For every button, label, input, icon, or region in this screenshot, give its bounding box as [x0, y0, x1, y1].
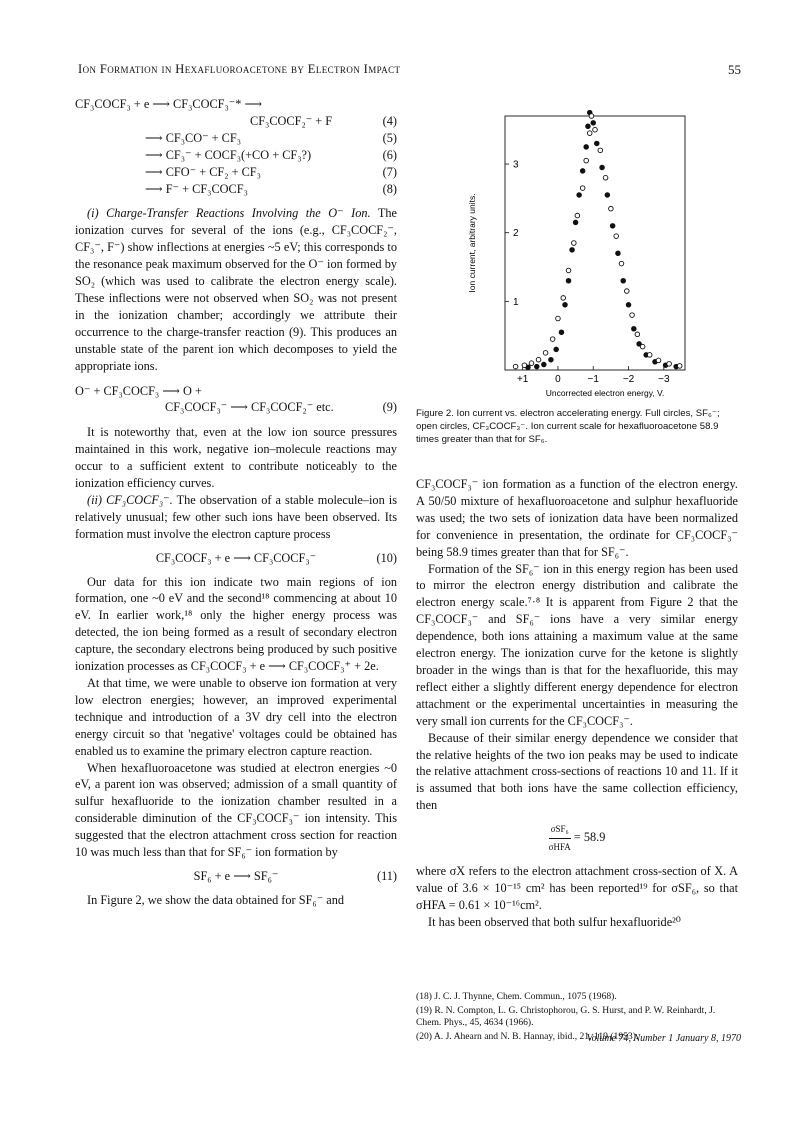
x-axis-label: Uncorrected electron energy, V.	[545, 388, 665, 398]
data-point-sf6	[632, 327, 637, 332]
data-point-hfa	[529, 361, 534, 366]
paragraph-figure-intro: In Figure 2, we show the data obtained for SF₆⁻ and	[87, 892, 345, 907]
equation-5: ⟶ CF₃CO⁻ + CF₃ (5)	[145, 130, 397, 145]
y-tick-label: 3	[513, 159, 519, 171]
equation-8: ⟶ F⁻ + CF₃COCF₃ (8)	[145, 181, 397, 196]
data-point-sf6	[600, 165, 605, 170]
running-header	[78, 62, 741, 82]
data-point-hfa	[589, 114, 594, 119]
y-tick-label: 2	[513, 228, 519, 240]
data-point-sf6	[594, 141, 599, 146]
data-point-hfa	[598, 148, 603, 153]
equation-main: CF₃COCF₃ + e ⟶ CF₃COCF₃⁻* ⟶	[75, 97, 263, 111]
data-point-hfa	[550, 337, 555, 342]
data-point-sf6	[616, 251, 621, 256]
x-tick-label: −3	[658, 374, 670, 385]
equation-10: CF₃COCF₃ + e ⟶ CF₃COCF₃⁻ (10)	[155, 550, 397, 565]
left-column	[75, 96, 397, 909]
data-point-sf6	[534, 364, 539, 369]
data-point-hfa	[619, 261, 624, 266]
journal-footer: Volume 74, Number 1 January 8, 1970	[586, 1033, 741, 1044]
data-point-sf6	[542, 362, 547, 367]
x-tick-label: 0	[555, 374, 561, 385]
paragraph-charge-transfer: (i) Charge-Transfer Reactions Involving the O⁻ Ion. The ionization curves for several of the ions (e.g., CF₃COCF₂⁻, CF₃⁻, F⁻) show inflections at energies ~5 eV; this corresponds to the resonance peak maximum observed for the O⁻ ion formed by SO₂ (which was used to calibrate the electron energy scale). These inflections were not observed when SO₂ was not present in the ionization chamber; accordingly we attribute their occurrence to the charge-transfer reaction (9). This produces an unstable state of the parent ion which decomposes to yield the appropriate ions.	[75, 206, 397, 373]
equation-4: CF₃COCF₂⁻ + F (4)	[250, 113, 397, 128]
data-point-sf6	[554, 347, 559, 352]
y-axis-label: Ion current, arbitrary units.	[467, 193, 477, 293]
data-point-hfa	[603, 175, 608, 180]
reference-19: (19) R. N. Compton, L. G. Christophorou, G. S. Hurst, and P. W. Reinhardt, J. Chem. Phys., 45, 4634 (1966).	[416, 1004, 716, 1028]
data-point-hfa	[677, 364, 682, 369]
cross-section-ratio: $\frac{\text{σSF₆}}{\text{σHFA}}$ = 58.9	[416, 821, 738, 856]
data-point-sf6	[573, 220, 578, 225]
equation-11: SF₆ + e ⟶ SF₆⁻ (11)	[193, 868, 397, 883]
data-point-hfa	[580, 186, 585, 191]
x-tick-label: −2	[622, 374, 635, 385]
right-column	[416, 476, 738, 931]
data-point-sf6	[570, 248, 575, 253]
data-point-hfa	[572, 241, 577, 246]
reference-18: (18) J. C. J. Thynne, Chem. Commun., 1075 (1968).	[416, 991, 617, 1002]
x-tick-label: −1	[587, 374, 599, 385]
data-point-sf6	[566, 278, 571, 283]
equation-6: ⟶ CF₃⁻ + COCF₃(+CO + CF₃?) (6)	[145, 147, 397, 162]
data-point-sf6	[577, 193, 582, 198]
x-tick-label: +1	[516, 374, 529, 385]
paragraph-similar-dependence: Because of their similar energy dependence we consider that the relative heights of the two ion peaks may be used to indicate the relative attachment cross-sections of reactions 10 and 11. If it is assumed that both ions have the same collection efficiency, then	[416, 730, 738, 813]
data-point-hfa	[566, 268, 571, 273]
data-point-hfa	[561, 296, 566, 301]
paragraph-at-that-time: At that time, we were unable to observe ion formation at very low electron energies; however, an improved experimental technique and introduction of a 3V dry cell into the electron energy circuit so that 'negative' voltages could be obtained has enabled us to examine the primary electron capture reaction.	[75, 676, 397, 758]
page-number: 55	[728, 62, 741, 77]
data-point-hfa	[584, 158, 589, 163]
data-point-sf6	[586, 124, 591, 129]
data-point-sf6	[549, 357, 554, 362]
paragraph-cross-section-value: where σX refers to the electron attachment cross-section of X. A value of 3.6 × 10⁻¹⁵ cm² has been reported¹⁹ for σSF₆, so that σHFA = 0.61 × 10⁻¹⁶cm².	[416, 863, 738, 912]
data-point-sf6	[591, 121, 596, 126]
paragraph-hexafluoroacetone: When hexafluoroacetone was studied at electron energies ~0 eV, a parent ion was observed; admission of a small quantity of sulfur hexafluoride to the ionization chamber resulted in a considerable diminution of the CF₃COCF₃⁻ ion intensity. This suggested that the electron attachment cross section for reaction 10 was much less than that for SF₆⁻ ion formation by	[75, 760, 397, 860]
data-point-hfa	[587, 131, 592, 136]
equation-7: ⟶ CFO⁻ + CF₂ + CF₃ (7)	[145, 164, 397, 179]
data-point-hfa	[513, 364, 518, 369]
plot-frame	[505, 116, 685, 370]
data-point-sf6	[584, 145, 589, 150]
equation-9a: O⁻ + CF₃COCF₃ ⟶ O +	[75, 383, 202, 398]
y-tick-label: 1	[513, 296, 519, 308]
equation-9b: CF₃COCF₃⁻ ⟶ CF₃COCF₂⁻ etc. (9)	[165, 400, 397, 415]
data-point-sf6	[563, 302, 568, 307]
figure-2-caption: Figure 2. Ion current vs. electron accelerating energy. Full circles, SF₆⁻; open circles, CF₃COCF₃⁻. Ion current scale for hexafluoroacetone 58.9 times greater than that for SF₆.	[416, 408, 720, 445]
data-point-hfa	[522, 363, 527, 368]
data-point-hfa	[647, 353, 652, 358]
data-point-sf6	[626, 302, 631, 307]
data-point-hfa	[656, 358, 661, 363]
reference-20: (20) A. J. Ahearn and N. B. Hannay, ibid., 21, 119 (1953).	[416, 1030, 639, 1042]
data-point-hfa	[593, 127, 598, 132]
paragraph-data-regions: Our data for this ion indicate two main regions of ion formation, one ~0 eV and the second¹⁸ commencing at about 10 eV. In earlier work,¹⁸ only the higher energy process was detected, the ion being formed as a result of secondary electron capture, the secondary electrons being produced by such positive ionization processes as CF₃COCF₃ + e ⟶ CF₃COCF₃⁺ + 2e.	[75, 574, 397, 674]
data-point-hfa	[640, 344, 645, 349]
data-point-sf6	[559, 330, 564, 335]
figure-2-chart	[460, 108, 700, 408]
data-point-sf6	[580, 169, 585, 174]
data-point-hfa	[536, 357, 541, 362]
data-point-hfa	[667, 362, 672, 367]
data-point-hfa	[614, 234, 619, 239]
data-point-hfa	[609, 206, 614, 211]
data-point-sf6	[610, 224, 615, 229]
paragraph-sf6-mirror: Formation of the SF₆⁻ ion in this energy region has been used to mirror the electron energy distribution and calibrate the electron energy scale.⁷·⁸ It is apparent from Figure 2 that the CF₃COCF₃⁻ and SF₆⁻ ions have a very similar energy dependence, both ions attaining a maximum value at the same electron energy. The ionization curve for the ketone is slightly broader in the wings than is that for the hexafluoride, this may reflect either a slightly different energy dependence for electron attachment or the experimental uncertainties in measuring the very small ion currents for the CF₃COCF₃⁻.	[416, 561, 738, 728]
data-point-sf6	[605, 193, 610, 198]
data-point-hfa	[630, 313, 635, 318]
paragraph-noteworthy: It is noteworthy that, even at the low ion source pressures maintained in this work, negative ion–molecule reactions may occur to a sufficient extent to contribute noticeably to the ionization efficiency curves.	[75, 425, 397, 491]
data-point-hfa	[635, 332, 640, 337]
paragraph-ion-formation: CF₃COCF₃⁻ ion formation as a function of the electron energy. A 50/50 mixture of hexafluoroacetone and sulphur hexafluoride was used; the two sets of ionization data have been normalized for convenience in presentation, the ordinate for CF₃COCF₃⁻ being 58.9 times greater than that for SF₆⁻.	[416, 477, 738, 559]
paragraph-molecule-ion: (ii) CF₃COCF₃⁻. The observation of a stable molecule–ion is relatively unusual; few other such ions have been observed. Its formation must involve the electron capture process	[75, 492, 397, 541]
data-point-hfa	[556, 316, 561, 321]
running-title: Ion Formation in Hexafluoroacetone by Electron Impact	[78, 62, 401, 76]
data-point-hfa	[575, 213, 580, 218]
data-point-hfa	[543, 351, 548, 356]
data-point-sf6	[621, 278, 626, 283]
data-point-hfa	[624, 289, 629, 294]
paragraph-continues: It has been observed that both sulfur hexafluoride²⁰	[428, 914, 681, 929]
